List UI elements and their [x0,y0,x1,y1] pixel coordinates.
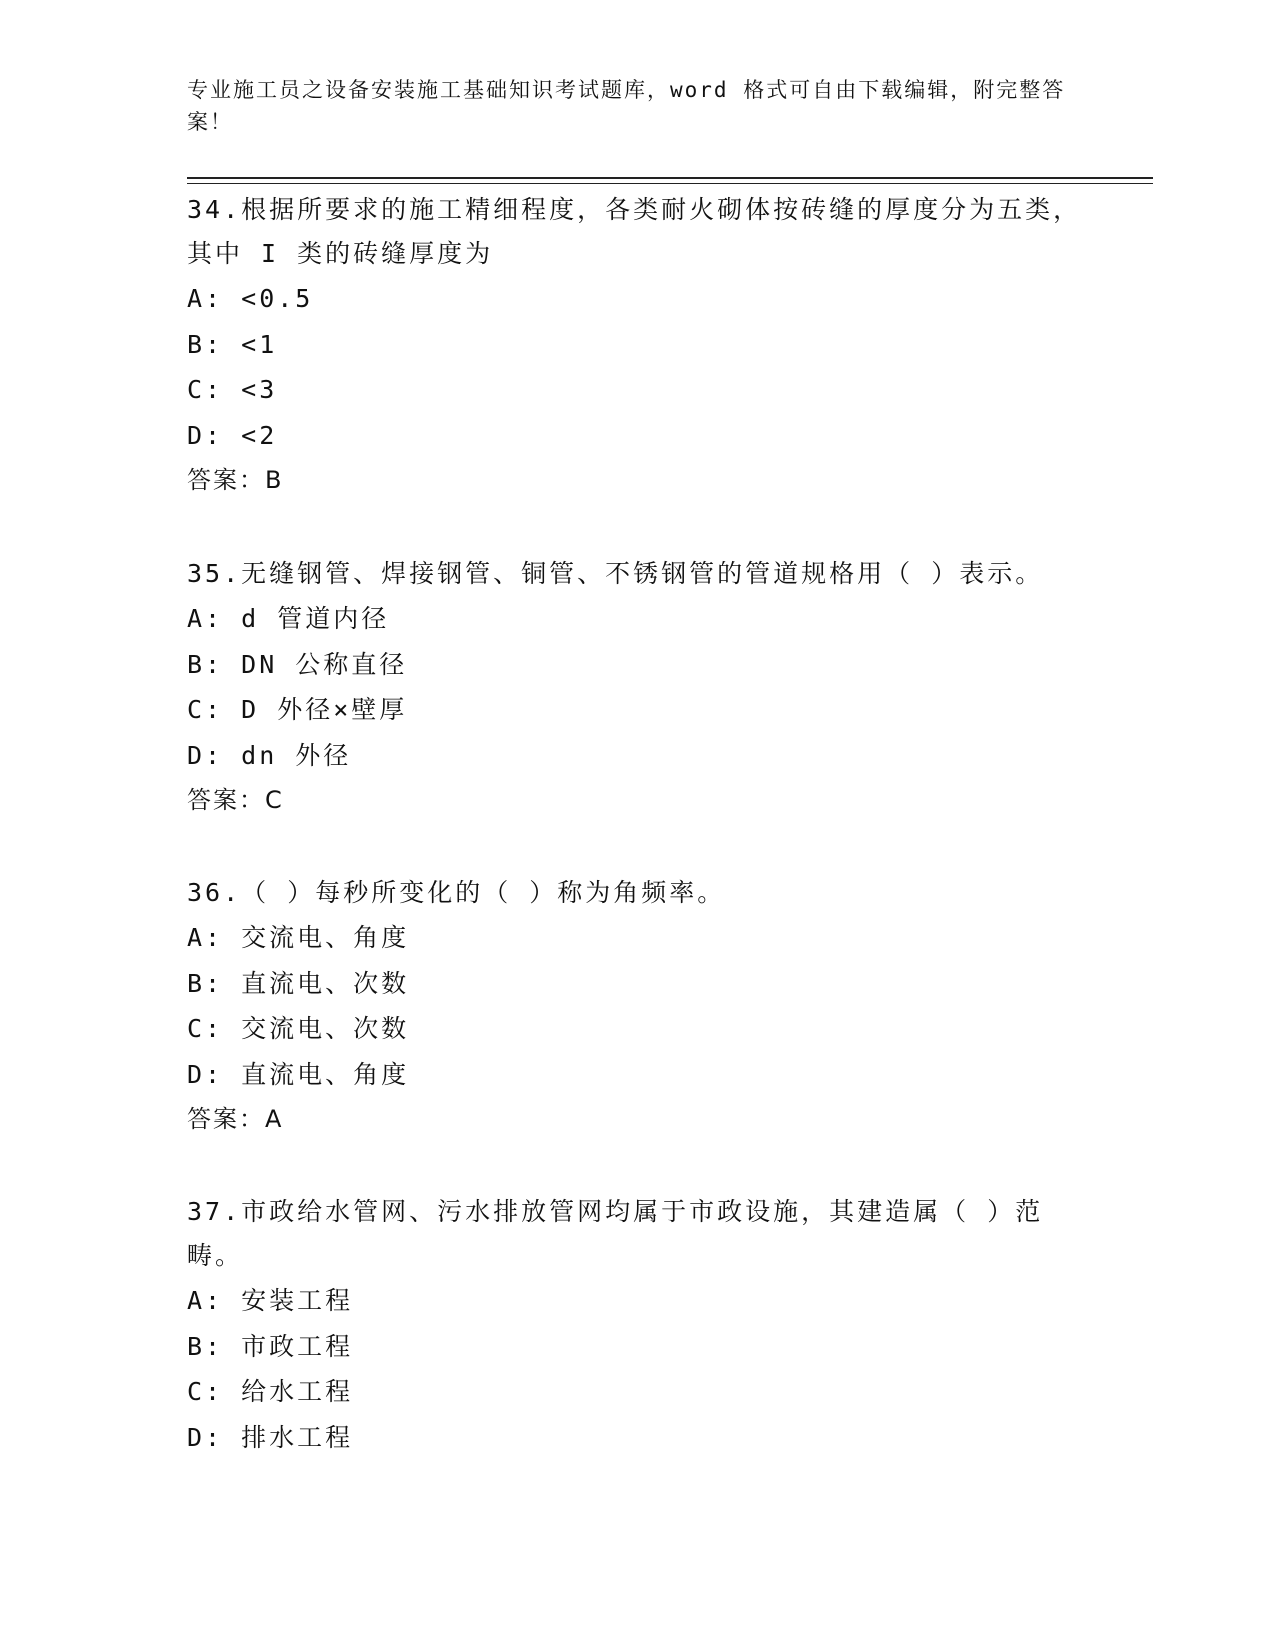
answer: 答案：A [187,1105,284,1133]
option-b: B: <1 [187,329,278,359]
option-d: D: 直流电、角度 [187,1059,410,1089]
option-b: B: DN 公称直径 [187,649,408,679]
option-a: A: <0.5 [187,284,314,313]
option-d: D: <2 [187,420,278,450]
question-37 [187,1190,1087,1460]
header-title: 专业施工员之设备安装施工基础知识考试题库，word 格式可自由下载编辑，附完整答案！ [187,78,1066,134]
option-a: A: 交流电、角度 [187,923,410,952]
option-b: B: 市政工程 [187,1331,354,1361]
header-divider-thin [187,183,1153,184]
option-c: C: D 外径×壁厚 [187,695,408,724]
option-a: A: 安装工程 [187,1286,354,1315]
answer: 答案：B [187,466,284,494]
option-b: B: 直流电、次数 [187,968,410,998]
header-divider-thick [187,177,1153,179]
question-36 [187,871,1087,1142]
question-34 [187,188,1087,503]
question-35 [187,552,1087,823]
option-c: C: 给水工程 [187,1377,354,1406]
option-c: C: <3 [187,375,278,404]
document-header [187,74,1067,138]
question-text: 36.（ ）每秒所变化的（ ）称为角频率。 [187,878,726,907]
question-text: 37.市政给水管网、污水排放管网均属于市政设施，其建造属（ ）范畴。 [187,1197,1044,1270]
option-c: C: 交流电、次数 [187,1014,410,1043]
question-text: 35.无缝钢管、焊接钢管、铜管、不锈钢管的管道规格用（ ）表示。 [187,559,1044,588]
answer: 答案：C [187,786,284,814]
question-text: 34.根据所要求的施工精细程度，各类耐火砌体按砖缝的厚度分为五类，其中 I 类的砖缝厚度为 [187,195,1082,268]
option-a: A: d 管道内径 [187,604,390,633]
option-d: D: 排水工程 [187,1422,354,1452]
option-d: D: dn 外径 [187,740,352,770]
